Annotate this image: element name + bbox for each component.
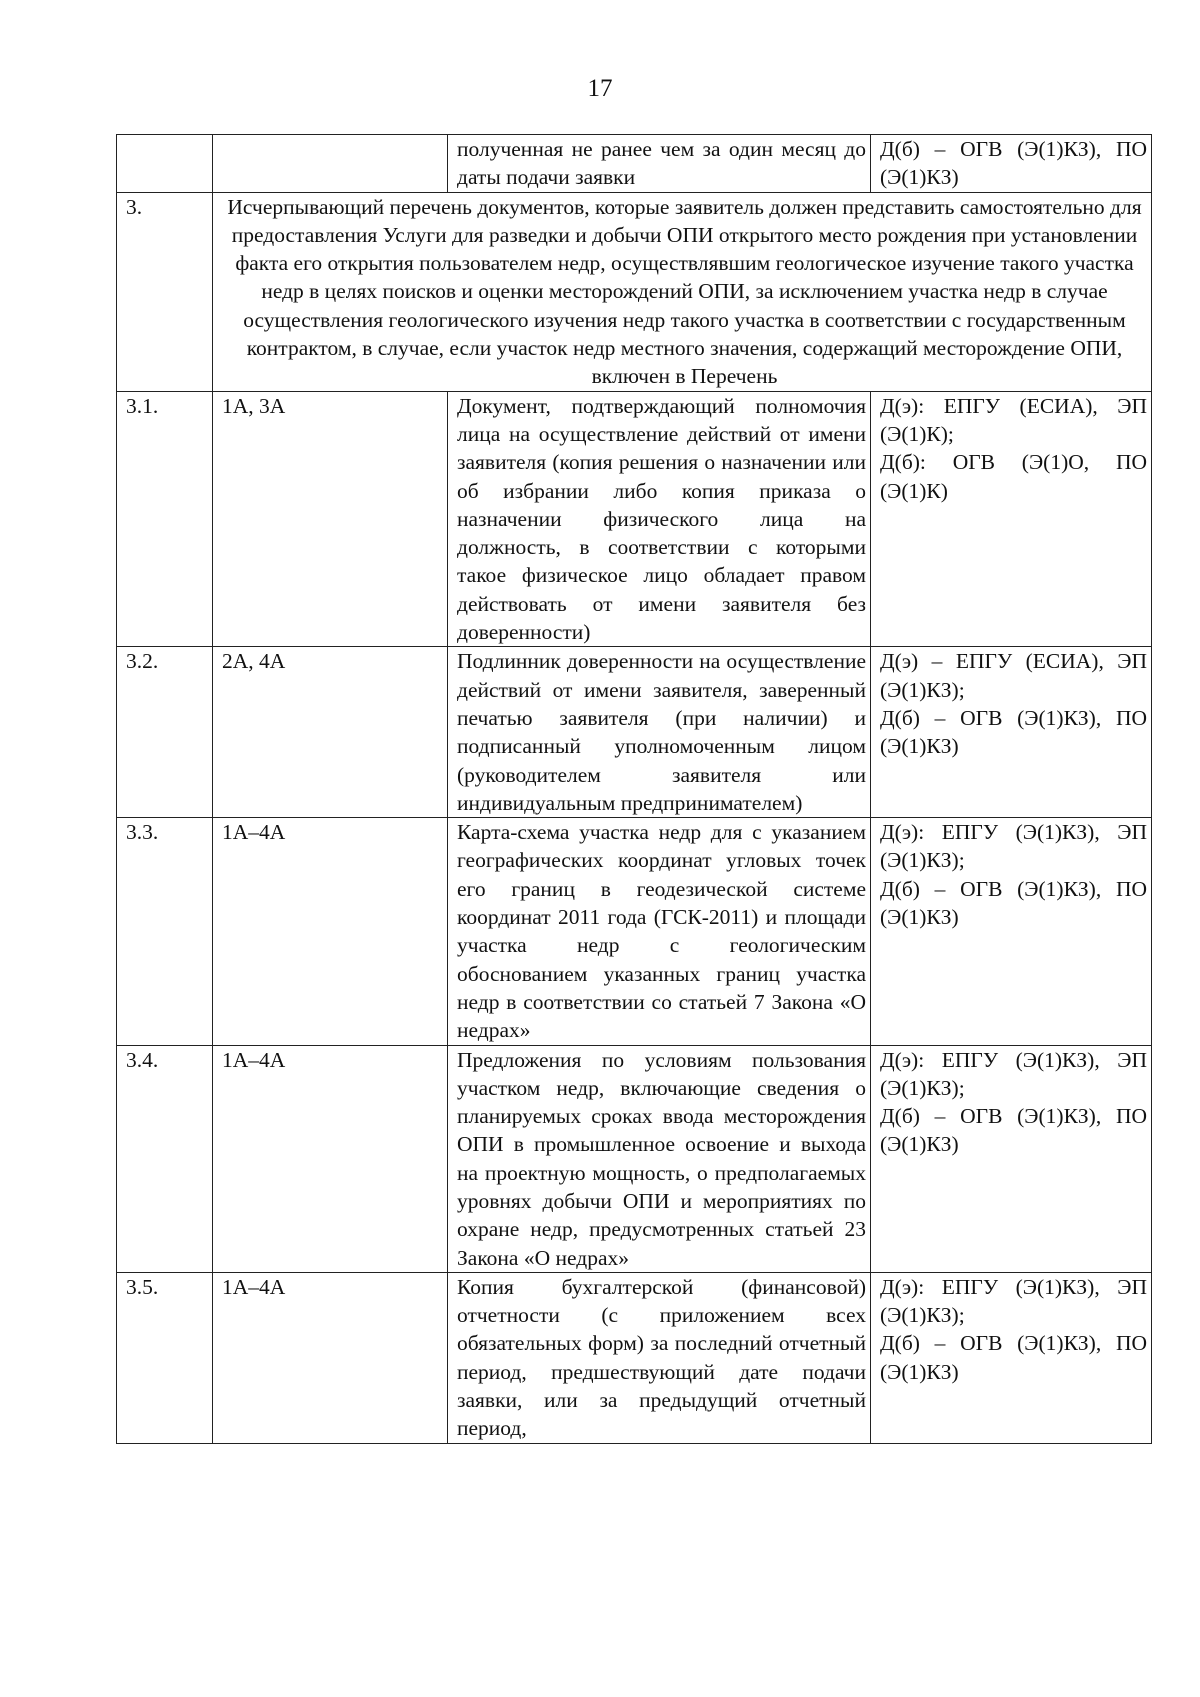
- page-number: 17: [587, 75, 613, 102]
- section-title: Исчерпывающий перечень документов, которые заявитель должен представить самостоятельно для предоставления Услуги для разведки и добычи ОПИ открытого место рождения при установлении факта его открытия пользователем недр, осуществлявшим геологическое изучение такого участка недр в целях поисков и оценки месторождений ОПИ, за исключением участка недр в случае осуществления геологического изучения недр такого участка в соответствии с государственным контрактом, в случае, если участок недр местного значения, содержащий месторождение ОПИ, включен в Перечень: [213, 192, 1152, 391]
- applicant-codes: 1А–4А: [213, 1272, 448, 1443]
- submission-paper: Д(б) – ОГВ (Э(1)КЗ), ПО (Э(1)КЗ): [880, 1104, 1147, 1157]
- document-description: Подлинник доверенности на осуществление действий от имени заявителя, заверенный печатью заявителя (при наличии) и подписанный уполномоченным лицом (руководителем заявителя или индивидуальным предпринимателем): [448, 647, 871, 818]
- submission-paper: Д(б) – ОГВ (Э(1)КЗ), ПО (Э(1)КЗ): [880, 705, 1147, 759]
- submission-paper: Д(б) – ОГВ (Э(1)КЗ), ПО (Э(1)КЗ): [880, 876, 1147, 930]
- row-number: 3.1.: [117, 391, 213, 647]
- section-number: 3.: [117, 192, 213, 391]
- applicant-codes: 1А–4А: [213, 1045, 448, 1272]
- document-description: Документ, подтверждающий полномочия лица на осуществление действий от имени заявителя (копия решения о назначении или об избрании либо копия приказа о назначении физического лица на должность, в соответствии с которыми такое физическое лицо обладает правом действовать от имени заявителя без доверенности): [448, 391, 871, 647]
- applicant-codes: 1А–4А: [213, 818, 448, 1045]
- table-row: [117, 647, 1152, 818]
- submission-method: [871, 391, 1152, 647]
- submission-method: [871, 647, 1152, 818]
- submission-method: Д(б) – ОГВ (Э(1)КЗ), ПО (Э(1)КЗ): [871, 135, 1152, 193]
- table-row: [117, 135, 1152, 193]
- row-number: [117, 135, 213, 193]
- submission-method: [871, 1272, 1152, 1443]
- document-description: Копия бухгалтерской (финансовой) отчетности (с приложением всех обязательных форм) за последний отчетный период, предшествующий дате подачи заявки, или за предыдущий отчетный период,: [448, 1272, 871, 1443]
- row-number: 3.2.: [117, 647, 213, 818]
- submission-method: [871, 1045, 1152, 1272]
- submission-electronic: Д(э): ЕПГУ (ЕСИА), ЭП (Э(1)К);: [880, 393, 1147, 446]
- section-header-row: [117, 192, 1152, 391]
- table-row: [117, 818, 1152, 1045]
- row-number: 3.4.: [117, 1045, 213, 1272]
- table-row: [117, 1272, 1152, 1443]
- submission-electronic: Д(э) – ЕПГУ (ЕСИА), ЭП (Э(1)КЗ);: [880, 649, 1147, 702]
- document-description: Карта-схема участка недр для с указанием географических координат угловых точек его границ в геодезической системе координат 2011 года (ГСК-2011) и площади участка недр с геологическим обоснованием указанных границ участка недр в соответствии со статьей 7 Закона «О недрах»: [448, 818, 871, 1045]
- submission-paper: Д(б): ОГВ (Э(1)О, ПО (Э(1)К): [880, 450, 1147, 503]
- table-row: [117, 1045, 1152, 1272]
- document-description: полученная не ранее чем за один месяц до даты подачи заявки: [448, 135, 871, 193]
- submission-electronic: Д(э): ЕПГУ (Э(1)КЗ), ЭП (Э(1)КЗ);: [880, 820, 1147, 873]
- applicant-codes: [213, 135, 448, 193]
- submission-paper: Д(б) – ОГВ (Э(1)КЗ), ПО (Э(1)КЗ): [880, 1331, 1147, 1384]
- submission-electronic: Д(э): ЕПГУ (Э(1)КЗ), ЭП (Э(1)КЗ);: [880, 1274, 1147, 1328]
- applicant-codes: 2А, 4А: [213, 647, 448, 818]
- submission-electronic: Д(э): ЕПГУ (Э(1)КЗ), ЭП (Э(1)КЗ);: [880, 1047, 1147, 1100]
- table-row: [117, 391, 1152, 647]
- submission-method: [871, 818, 1152, 1045]
- document-description: Предложения по условиям пользования участком недр, включающие сведения о планируемых сроках ввода месторождения ОПИ в промышленное освоение и выхода на проектную мощность, о предполагаемых уровнях добычи ОПИ и мероприятиях по охране недр, предусмотренных статьей 23 Закона «О недрах»: [448, 1045, 871, 1272]
- row-number: 3.5.: [117, 1272, 213, 1443]
- row-number: 3.3.: [117, 818, 213, 1045]
- applicant-codes: 1А, 3А: [213, 391, 448, 647]
- documents-table: [116, 134, 1152, 1444]
